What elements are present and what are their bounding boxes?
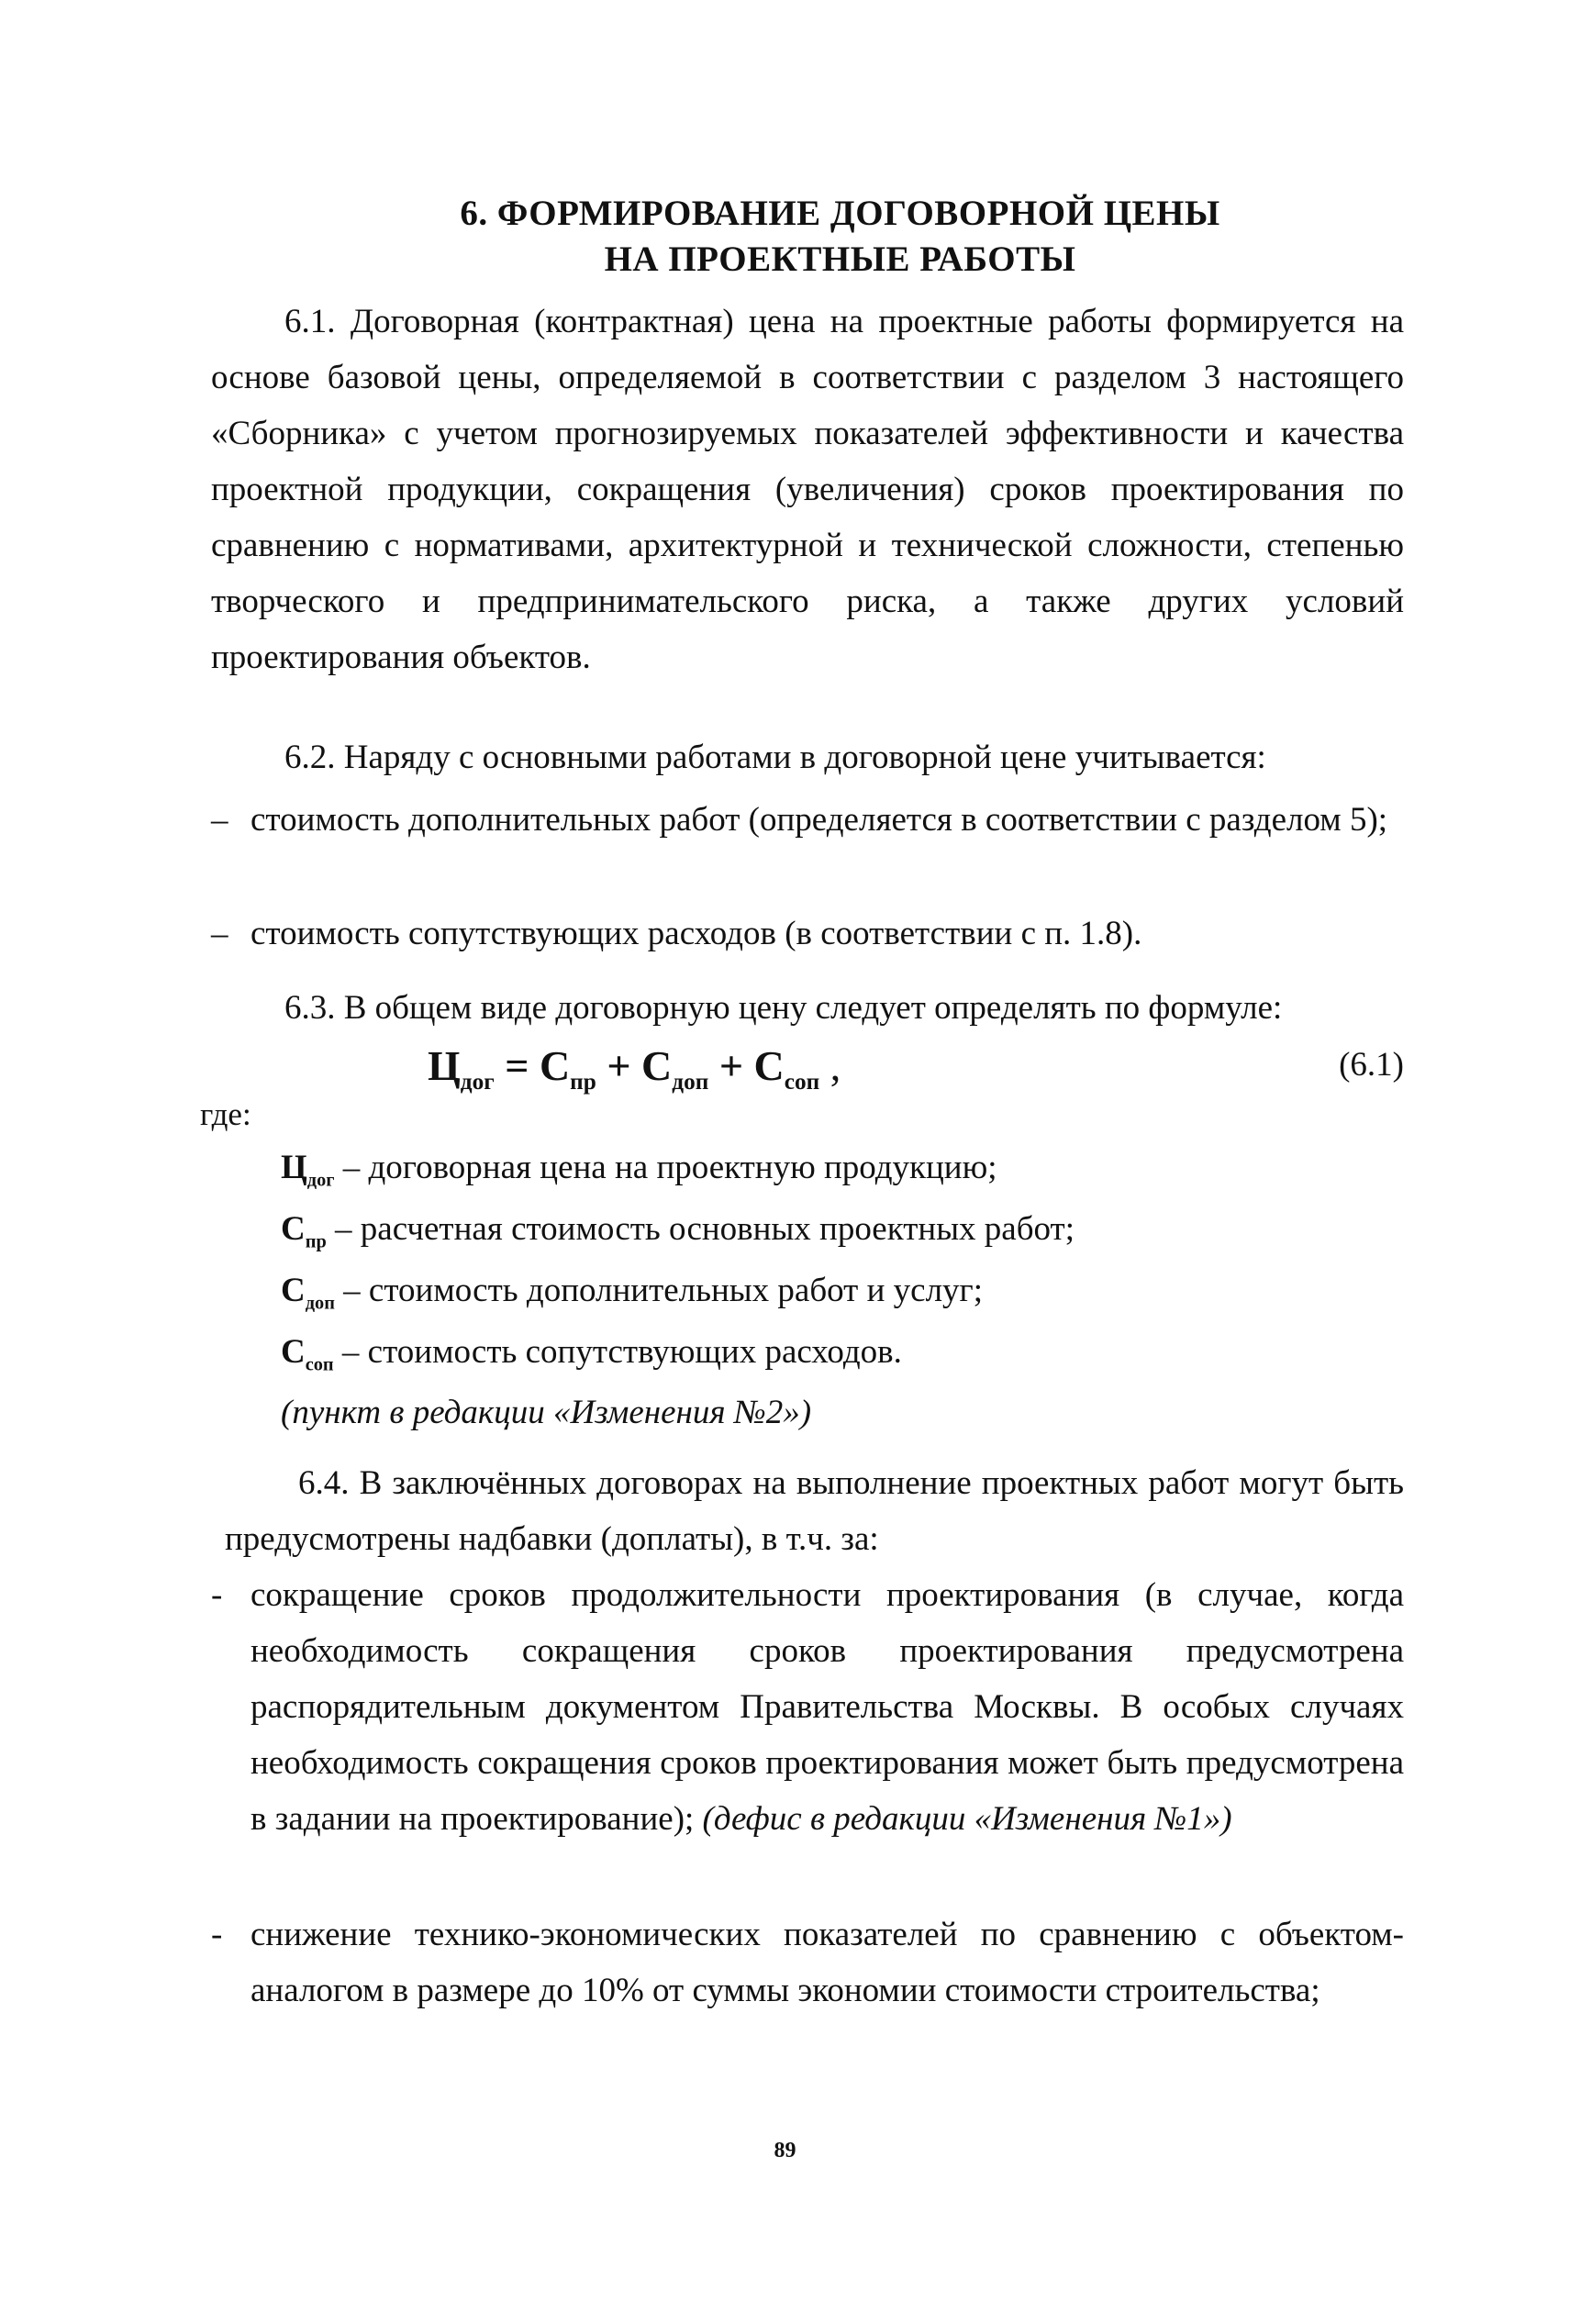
paragraph-6-2: 6.2. Наряду с основными работами в договорной цене учитывается: xyxy=(284,739,1266,776)
list-item-indicator-reduction xyxy=(211,1907,1404,2018)
section-title-line-1: 6. ФОРМИРОВАНИЕ ДОГОВОРНОЙ ЦЕНЫ xyxy=(460,194,1220,233)
definition-accompanying-costs: $С_{соп}$ – стоимость сопутствующих расходов. xyxy=(281,1333,902,1375)
definition-main-works: $С_{пр}$ – расчетная стоимость основных проектных работ; xyxy=(281,1210,1075,1252)
paragraph-6-3: 6.3. В общем виде договорную цену следует определять по формуле: xyxy=(284,989,1283,1027)
dash-marker: - xyxy=(211,1916,223,1953)
definition-contract-price: $Ц_{дог}$ – договорная цена на проектную продукцию; xyxy=(281,1149,997,1191)
amendment-note-2: (пункт в редакции «Изменения №2») xyxy=(281,1394,812,1431)
paragraph-6-4: 6.4. В заключённых договорах на выполнение проектных работ могут быть предусмотрены надбавки (доплаты), в т.ч. за: xyxy=(225,1464,1404,1558)
list-item-accompanying-costs xyxy=(211,906,1404,962)
dash-marker: – xyxy=(211,915,228,952)
dash-marker: – xyxy=(211,801,228,839)
formula-expression: $Ц_{дог} = С_{пр} + С_{доп} + С_{соп}$ , xyxy=(428,1042,841,1095)
formula-number: (6.1) xyxy=(1339,1046,1404,1084)
page-number: 89 xyxy=(774,2139,796,2163)
list-item-term-reduction xyxy=(211,1567,1404,1847)
list-item-text: сокращение сроков продолжительности проектирования (в случае, когда необходимость сокращения сроков проектирования предусмотрена распорядительным документом Правительства Москвы. В особых случаях необходимость сокращения сроков проектирования может быть предусмотрена в задании на проектирование); (дефис в редакции «Изменения №1») xyxy=(251,1576,1404,1838)
list-item-text: стоимость сопутствующих расходов (в соответствии с п. 1.8). xyxy=(251,915,1142,952)
where-label: где: xyxy=(200,1096,251,1132)
section-title-line-2: НА ПРОЕКТНЫЕ РАБОТЫ xyxy=(604,239,1076,279)
list-item-additional-works xyxy=(211,792,1404,848)
dash-marker: - xyxy=(211,1576,223,1614)
list-item-text: снижение технико-экономических показателей по сравнению с объектом-аналогом в размере до 10% от суммы экономии стоимости строительства; xyxy=(251,1916,1404,2009)
formula-6-1 xyxy=(211,1041,1404,1106)
definition-additional-works: $С_{доп}$ – стоимость дополнительных работ и услуг; xyxy=(281,1272,983,1314)
list-item-text: стоимость дополнительных работ (определяется в соответствии с разделом 5); xyxy=(251,801,1388,839)
amendment-note-1: (дефис в редакции «Изменения №1») xyxy=(702,1800,1232,1838)
paragraph-6-1: 6.1. Договорная (контрактная) цена на проектные работы формируется на основе базовой цены, определяемой в соответствии с разделом 3 настоящего «Сборника» с учетом прогнозируемых показателей эффективности и качества проектной продукции, сокращения (увеличения) сроков проектирования по сравнению с нормативами, архитектурной и технической сложности, степенью творческого и предпринимательского риска, а также других условий проектирования объектов. xyxy=(211,303,1404,676)
